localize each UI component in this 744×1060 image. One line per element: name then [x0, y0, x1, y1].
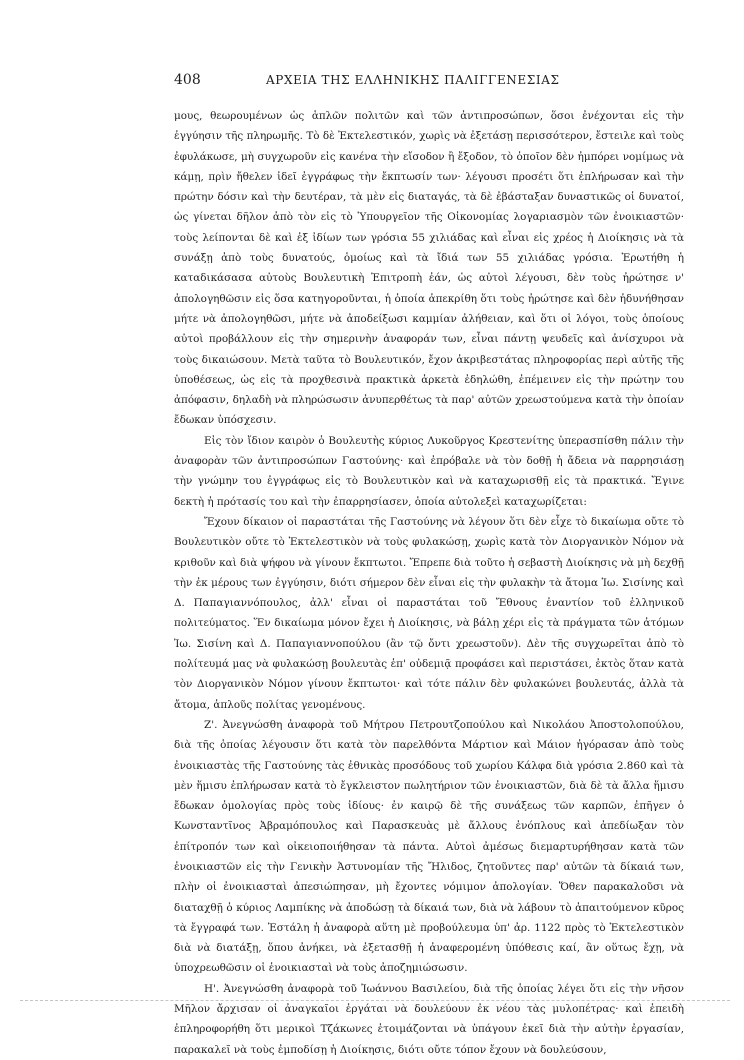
body-text — [174, 106, 684, 1060]
page-header — [174, 72, 684, 94]
paragraph-krestenitis: Εἰς τὸν ἴδιον καιρὸν ὁ Βουλευτὴς κύριος Λυκοῦργος Κρεστενίτης ὑπερασπίσθη πάλιν τὴν ἀναφορὰν τῶν ἀντιπροσώπων Γαστούνης· καὶ ἐπρόβαλε νὰ τὸν δοθῇ ἡ ἄδεια νὰ παρρησιάσῃ τὴν γνώμην του ἐγγράφως εἰς τὸ Βουλευτικὸν καὶ νὰ καταχωρισθῇ εἰς τὰ πρακτικά. Ἔγινε δεκτὴ ἡ πρότασίς του καὶ τὴν ἐπαρρησίασεν, ὁποία αὐτολεξεὶ καταχωρίζεται: — [174, 434, 684, 508]
paragraph-section-z: Ζ'. Ἀνεγνώσθη ἀναφορὰ τοῦ Μήτρου Πετρουτζοπούλου καὶ Νικολάου Ἀποστολοπούλου, διὰ τῆς ὁποίας λέγουσιν ὅτι κατὰ τὸν παρελθόντα Μάρτιον καὶ Μάιον ἠγόρασαν ἀπὸ τοὺς ἐνοικιαστὰς τῆς Γαστούνης τὰς ἐθνικὰς προσόδους τοῦ χωρίου Κάλφα διὰ γρόσια 2.860 καὶ τὰ μὲν ἥμισυ ἐπλήρωσαν κατὰ τὸ ἔγκλειστον πωλητήριον τῶν ἐνοικιαστῶν, διὰ δὲ τὰ ἄλλα ἥμισυ ἔδωκαν ὁμολογίας πρὸς τοὺς ἰδίους· ἐν καιρῷ δὲ τῆς συνάξεως τῶν καρπῶν, ἐπῆγεν ὁ Κωνσταντῖνος Ἀβραμόπουλος καὶ Παρασκευὰς μὲ ἄλλους ἐνόπλους καὶ ἀπεδίωξαν τὸν ἐπίτροπόν των καὶ οἰκειοποιήθησαν τὰ πάντα. Αὐτοὶ ἀμέσως διεμαρτυρήθησαν κατὰ τῶν ἐνοικιαστῶν εἰς τὴν Γενικὴν Ἀστυνομίαν τῆς Ἤλιδος, ζητοῦντες παρ' αὐτῶν τὰ δίκαιά των, πλὴν οἱ ἐνοικιασταὶ ἀπεσιώπησαν, μὴ ἔχοντες νόμιμον ἀπολογίαν. Ὅθεν παρακαλοῦσι νὰ διαταχθῇ ὁ κύριος Λαμπίκης νὰ ἀποδώσῃ τὰ δίκαιά των, διὰ νὰ λάβουν τὸ ἀπαιτούμενον κῦρος τὰ ἔγγραφά των. Ἐστάλη ἡ ἀναφορὰ αὕτη μὲ προβούλευμα ὑπ' ἀρ. 1122 πρὸς τὸ Ἐκτελεστικὸν διὰ νὰ διατάξῃ, ὅπου ἀνήκει, νὰ ἐξετασθῇ ἡ ἀναφερομένη ὑπόθεσις καί, ἂν οὕτως ἔχῃ, νὰ ὑποχρεωθῶσιν οἱ ἐνοικιασταὶ νὰ τοὺς ἀποζημιώσωσιν. — [174, 718, 684, 975]
paragraph-section-h: Η'. Ἀνεγνώσθη ἀναφορὰ τοῦ Ἰωάννου Βασιλείου, διὰ τῆς ὁποίας λέγει ὅτι εἰς τὴν νῆσον Μῆλον ἄρχισαν οἱ ἀναγκαῖοι ἐργάται νὰ δουλεύουν ἐκ νέου τὰς μυλοπέτρας· καὶ ἐπειδὴ ἐπληροφορήθη ὅτι μερικοὶ Τζάκωνες ἑτοιμάζονται νὰ ὑπάγουν ἐκεῖ διὰ τὴν αὐτὴν ἐργασίαν, παρακαλεῖ νὰ τοὺς ἐμποδίσῃ ἡ Διοίκησις, διότι οὔτε τόπον ἔχουν νὰ δουλεύσουν, — [174, 982, 684, 1056]
running-title: ΑΡΧΕΙΑ ΤΗΣ ΕΛΛΗΝΙΚΗΣ ΠΑΛΙΓΓΕΝΕΣΙΑΣ — [266, 73, 560, 87]
paragraph-continuation: μους, θεωρουμένων ὡς ἁπλῶν πολιτῶν καὶ τῶν ἀντιπροσώπων, ὅσοι ἐνέχονται εἰς τὴν ἐγγύησιν τῆς πληρωμῆς. Τὸ δὲ Ἐκτελεστικόν, χωρὶς νὰ ἐξετάσῃ περισσότερον, ἔστειλε καὶ τοὺς ἐφυλάκωσε, μὴ συγχωροῦν εἰς κανένα τὴν εἴσοδον ἢ ἔξοδον, τὸ ὁποῖον δὲν ἠμπόρει νομίμως νὰ κάμῃ, πρὶν ἤθελεν ἰδεῖ ἐγγράφως τὴν ἔκπτωσίν των· λέγουσι προσέτι ὅτι ἐπλήρωσαν καὶ τὴν πρώτην δόσιν καὶ τὴν δευτέραν, τὰ μὲν εἰς διαταγάς, τὰ δὲ ἐβάσταξαν δυναστικῶς οἱ δυνατοί, ὡς γίνεται δῆλον ἀπὸ τὸν εἰς τὸ Ὑπουργεῖον τῆς Οἰκονομίας λογαριασμὸν τῶν ἐνοικιαστῶν· τοὺς λείπονται δὲ καὶ ἐξ ἰδίων των γρόσια 55 χιλιάδας καὶ εἶναι εἰς χρέος ἡ Διοίκησις νὰ τὰ συνάξῃ ἀπὸ τοὺς δυνατούς, ὁμοίως καὶ τὰ ἴδιά των 55 χιλιάδας γρόσια. Ἐρωτήθη ἡ καταδικάσασα αὐτοὺς Βουλευτικὴ Ἐπιτροπὴ ἐάν, ὡς αὐτοὶ λέγουσι, δὲν τοὺς ἠρώτησε ν' ἀπολογηθῶσιν εἰς ὅσα κατηγοροῦνται, ἡ ὁποία ἀπεκρίθη ὅτι τοὺς ἠρώτησε καὶ δὲν ἠδυνήθησαν μήτε νὰ ἀπολογηθῶσι, μήτε νὰ ἀποδείξωσι καμμίαν ἀλήθειαν, καὶ ὅτι οἱ λόγοι, τοὺς ὁποίους αὐτοὶ προβάλλουν εἰς τὴν σημερινὴν ἀναφοράν των, εἶναι πάντῃ ψευδεῖς καὶ ἀνίσχυροι νὰ τοὺς δικαιώσουν. Μετὰ ταῦτα τὸ Βουλευτικόν, ἔχον ἀκριβεστάτας πληροφορίας περὶ αὐτῆς τῆς ὑποθέσεως, ὡς εἰς τὰ προχθεσινὰ πρακτικὰ ἀρκετὰ ἐδηλώθη, ἐπέμεινεν εἰς τὴν πρώτην του ἀπόφασιν, δηλαδὴ νὰ πληρώσωσιν ἀνυπερθέτως τὰ παρ' αὐτῶν χρεωστούμενα κατὰ τὴν ὁποίαν ἔδωκαν ὑπόσχεσιν. — [174, 110, 684, 427]
scan-edge-divider — [20, 1000, 730, 1001]
page-number: 408 — [174, 72, 201, 88]
paragraph-quoted-opinion: Ἔχουν δίκαιον οἱ παραστάται τῆς Γαστούνης νὰ λέγουν ὅτι δὲν εἶχε τὸ δικαίωμα οὔτε τὸ Βουλευτικὸν οὔτε τὸ Ἐκτελεστικὸν νὰ τοὺς φυλακώσῃ, χωρὶς κατὰ τὸν Διοργανικὸν Νόμον νὰ κριθοῦν καὶ διὰ ψήφου νὰ γίνουν ἔκπτωτοι. Ἔπρεπε διὰ τοῦτο ἡ σεβαστὴ Διοίκησις νὰ μὴ δεχθῇ τὴν ἐκ μέρους των ἐγγύησιν, διότι σήμερον δὲν εἶναι εἰς τὴν φυλακὴν τὰ ἄτομα Ἰω. Σισίνης καὶ Δ. Παπαγιαννόπουλος, ἀλλ' εἶναι οἱ παραστάται τοῦ Ἔθνους ἐναντίον τοῦ ἑλληνικοῦ πολιτεύματος. Ἕν δικαίωμα μόνον ἔχει ἡ Διοίκησις, νὰ βάλῃ χέρι εἰς τὰ πράγματα τῶν ἀτόμων Ἰω. Σισίνη καὶ Δ. Παπαγιαννοπούλου (ἂν τῷ ὄντι χρεωστοῦν). Δὲν τῆς συγχωρεῖται ἀπὸ τὸ πολίτευμά μας νὰ φυλακώσῃ βουλευτὰς ἐπ' οὐδεμιᾷ προφάσει καὶ περιστάσει, ἐκτὸς ὅταν κατὰ τὸν Διοργανικὸν Νόμον γίνουν ἔκπτωτοι· καὶ τότε πάλιν δὲν φυλακώνει βουλευτάς, ἀλλὰ τὰ ἄτομα, ἁπλοῦς πολίτας γενομένους. — [174, 515, 684, 711]
